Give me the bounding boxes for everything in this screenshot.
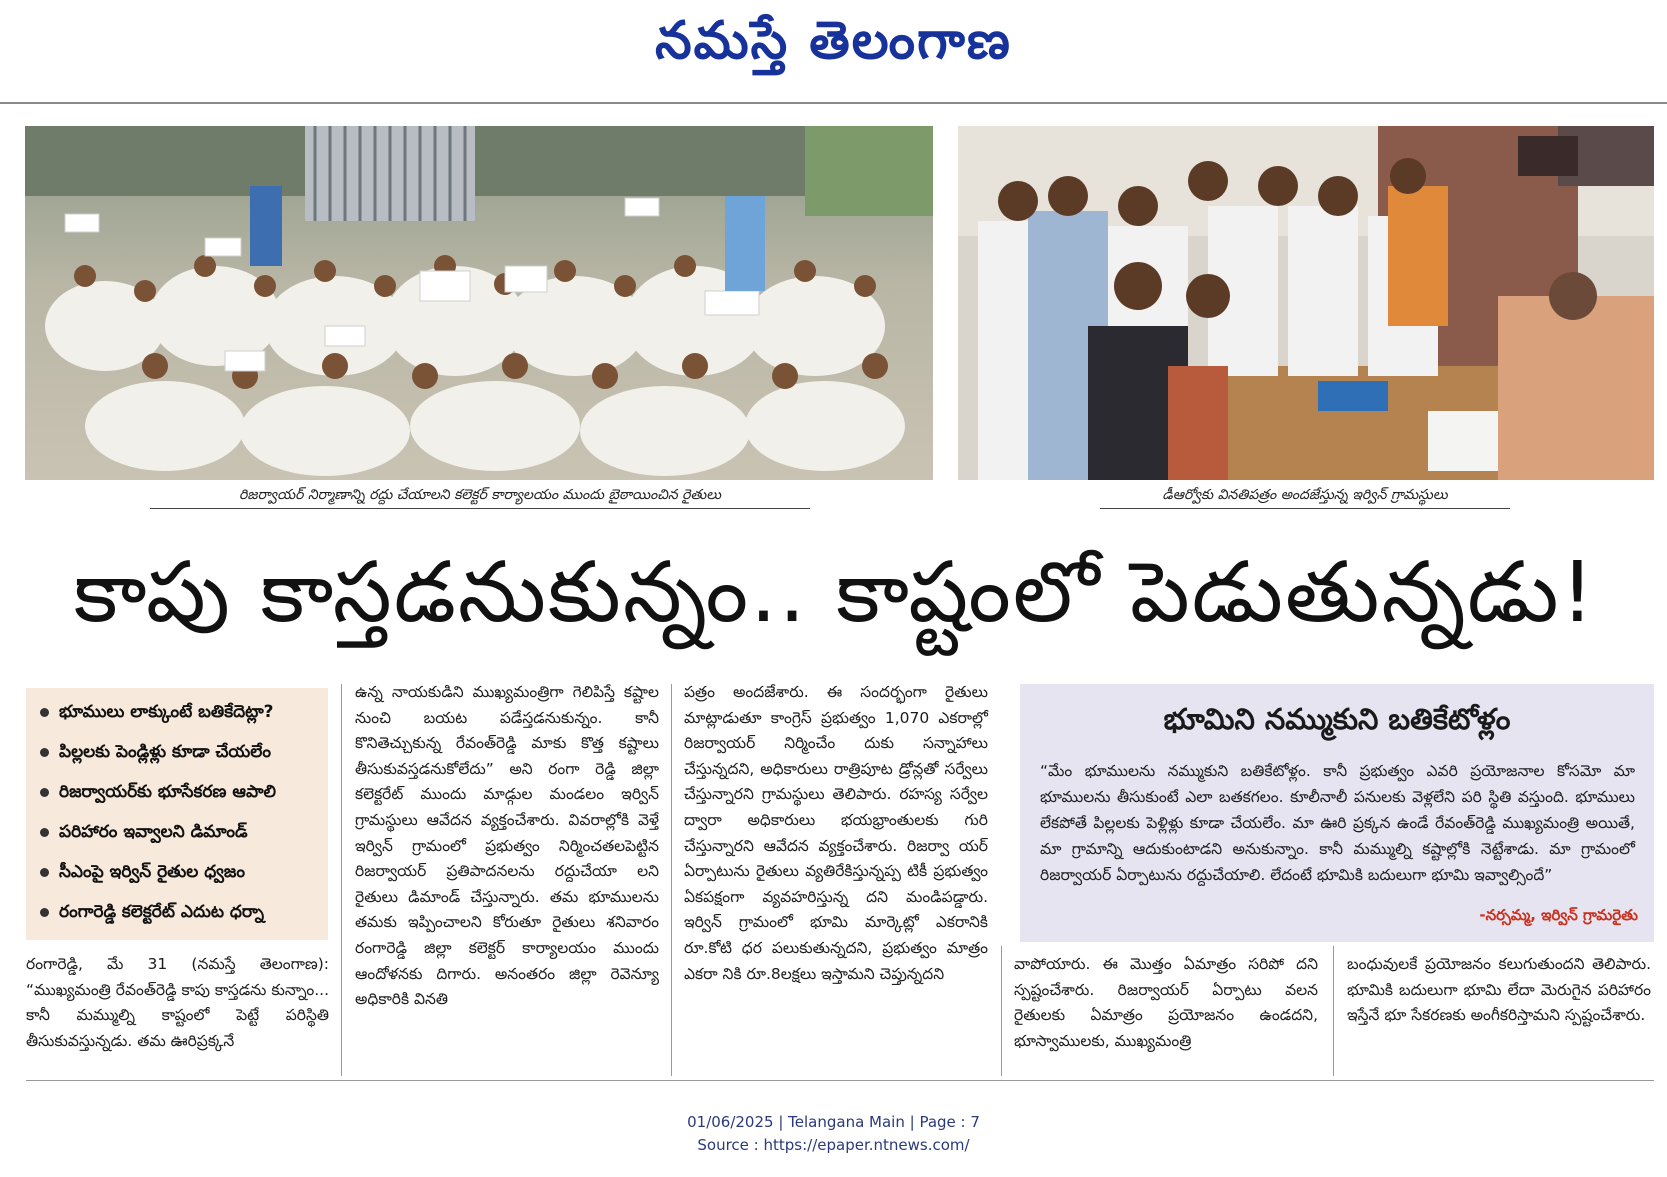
highlight-item: సీఎంపై ఇర్విన్ రైతుల ధ్వజం <box>40 862 322 886</box>
right-photo-caption: డీఆర్వోకు వినతిపత్రం అందజేస్తున్న ఇర్విన్ గ్రామస్థులు <box>1100 487 1510 509</box>
left-photo-caption: రిజర్వాయర్ నిర్మాణాన్ని రద్దు చేయాలని కలెక్టర్ కార్యాలయం ముందు బైఠాయించిన రైతులు <box>150 487 810 509</box>
highlight-item: రంగారెడ్డి కలెక్టరేట్ ఎదుట ధర్నా <box>40 902 322 926</box>
masthead <box>0 0 1667 104</box>
article-text: వాపోయారు. ఈ మొత్తం ఏమాత్రం సరిపో దని స్పష్టంచేశారు. రిజర్వాయర్ ఏర్పాటు వలన రైతులకు ఏమాత్రం ప్రయోజనం ఉండదని, భూస్వాములకు, ముఖ్యమంత్రి <box>1014 955 1318 1050</box>
highlight-item: రిజర్వాయర్‌కు భూసేకరణ ఆపాలి <box>40 782 322 806</box>
masthead-divider <box>0 102 1667 104</box>
article-column-1 <box>26 952 329 1072</box>
bullet-icon <box>40 908 49 917</box>
article-column-4 <box>1014 952 1318 1072</box>
column-divider <box>1333 946 1334 1076</box>
bullet-icon <box>40 708 49 717</box>
masthead-title: నమస్తే తెలంగాణ <box>655 10 1012 71</box>
bottom-divider <box>26 1080 1654 1081</box>
bullet-icon <box>40 868 49 877</box>
article-column-3 <box>684 680 988 1072</box>
footer-source: Source : https://epaper.ntnews.com/ <box>697 1136 970 1154</box>
column-divider <box>341 684 342 1076</box>
article-text: ఉన్న నాయకుడిని ముఖ్యమంత్రిగా గెలిపిస్తే కష్టాల నుంచి బయట పడేస్తడనుకున్నం. కానీ కొనితెచ్చుకున్న రేవంత్‌రెడ్డి మాకు కొత్త కష్టాలు తీసుకువస్తడనుకోలేదు” అని రంగా రెడ్డి జిల్లా కలెక్టరేట్ ముందు మాడ్గుల మండలం ఇర్విన్ గ్రామస్థులు ఆవేదన వ్యక్తంచేశారు. వివరాల్లోకి వెళ్తే ఇర్విన్ గ్రామంలో ప్రభుత్వం నిర్మించతలపెట్టిన రిజర్వాయర్ ప్రతిపాదనలను రద్దుచేయా లని రైతులు డిమాండ్ చేస్తున్నారు. తమ భూములను తమకు ఇప్పించాలని కోరుతూ రైతులు శనివారం రంగారెడ్డి జిల్లా కలెక్టర్ కార్యాలయం ముందు ఆందోళనకు దిగారు. అనంతరం జిల్లా రెవెన్యూ అధికారికి వినతి <box>355 683 659 1009</box>
headline: కాపు కాస్తడనుకున్నం.. కాష్టంలో పెడుతున్నడు! <box>73 543 1597 641</box>
bullet-icon <box>40 788 49 797</box>
quote-heading: భూమిని నమ్ముకుని బతికేటోళ్లం <box>1163 702 1511 736</box>
article-column-5 <box>1347 952 1651 1072</box>
petition-photo <box>958 126 1654 480</box>
protest-photo <box>25 126 933 480</box>
article-text: రంగారెడ్డి, మే 31 (నమస్తే తెలంగాణ): “ముఖ్యమంత్రి రేవంత్‌రెడ్డి కాపు కాస్తడను కున్నాం... కానీ మమ్ముల్ని కాష్టంలో పెట్టే పరిస్థితి తీసుకువస్తున్నడు. తమ ఊరిప్రక్కనే <box>26 955 329 1050</box>
article-column-2 <box>355 680 659 1072</box>
quote-box <box>1020 684 1654 942</box>
bullet-icon <box>40 748 49 757</box>
highlights-box <box>26 688 328 940</box>
highlight-item: పిల్లలకు పెండ్లిళ్లు కూడా చేయలేం <box>40 742 322 766</box>
bullet-icon <box>40 828 49 837</box>
column-divider <box>671 684 672 1076</box>
footer-edition-info: 01/06/2025 | Telangana Main | Page : 7 <box>687 1113 980 1131</box>
highlight-item: భూములు లాక్కుంటే బతికేదెట్లా? <box>40 702 322 726</box>
column-divider <box>1001 946 1002 1076</box>
quote-text: “మేం భూములను నమ్ముకుని బతికేటోళ్లం. కానీ ప్రభుత్వం ఎవరి ప్రయోజనాల కోసమో మా భూములను తీసుకుంటే ఎలా బతకగలం. కూలీనాలీ పనులకు వెళ్లలేని పరి స్థితి వస్తుంది. భూములు లేకపోతే పిల్లలకు పెళ్లిళ్లు కూడా చేయలేం. మా ఊరి ప్రక్కన ఉండే రేవంత్‌రెడ్డి ముఖ్యమంత్రి అయితే, మా గ్రామాన్ని ఆదుకుంటాడని అనుకున్నాం. కానీ మమ్ముల్ని కష్టాల్లోకి నెట్టేశాడు. మా గ్రామంలో రిజర్వాయర్ ఏర్పాటును రద్దుచేయాలి. లేదంటే భూమికి బదులుగా భూమి ఇవ్వాల్సిందే” <box>1040 762 1635 884</box>
article-text: పత్రం అందజేశారు. ఈ సందర్భంగా రైతులు మాట్లాడుతూ కాంగ్రెస్ ప్రభుత్వం 1,070 ఎకరాల్లో రిజర్వాయర్ నిర్మించేం దుకు సన్నాహాలు చేస్తున్నదని, అధికారులు రాత్రిపూట డ్రోన్లతో సర్వేలు చేస్తున్నారని గ్రామస్థులు తెలిపారు. రహస్య సర్వేల ద్వారా అధికారులు భయభ్రాంతులకు గురి చేస్తున్నారని ఆవేదన వ్యక్తంచేశారు. రిజర్వా యర్ ఏర్పాటును రైతులు వ్యతిరేకిస్తున్నప్ప టికీ ప్రభుత్వం ఏకపక్షంగా వ్యవహరిస్తున్న దని మండిపడ్డారు. ఇర్విన్ గ్రామంలో భూమి మార్కెట్లో ఎకరానికి రూ.కోటి ధర పలుకుతున్నదని, ప్రభుత్వం మాత్రం ఎకరా నికి రూ.8లక్షలు ఇస్తామని చెప్తున్నదని <box>684 683 988 983</box>
article-text: బంధువులకే ప్రయోజనం కలుగుతుందని తెలిపారు. భూమికి బదులుగా భూమి లేదా మెరుగైన పరిహారం ఇస్తేనే భూ సేకరణకు అంగీకరిస్తామని స్పష్టంచేశారు. <box>1347 955 1651 1025</box>
quote-attribution: -నర్సమ్మ, ఇర్విన్ గ్రామరైతు <box>1479 906 1638 924</box>
highlight-item: పరిహారం ఇవ్వాలని డిమాండ్ <box>40 822 322 846</box>
